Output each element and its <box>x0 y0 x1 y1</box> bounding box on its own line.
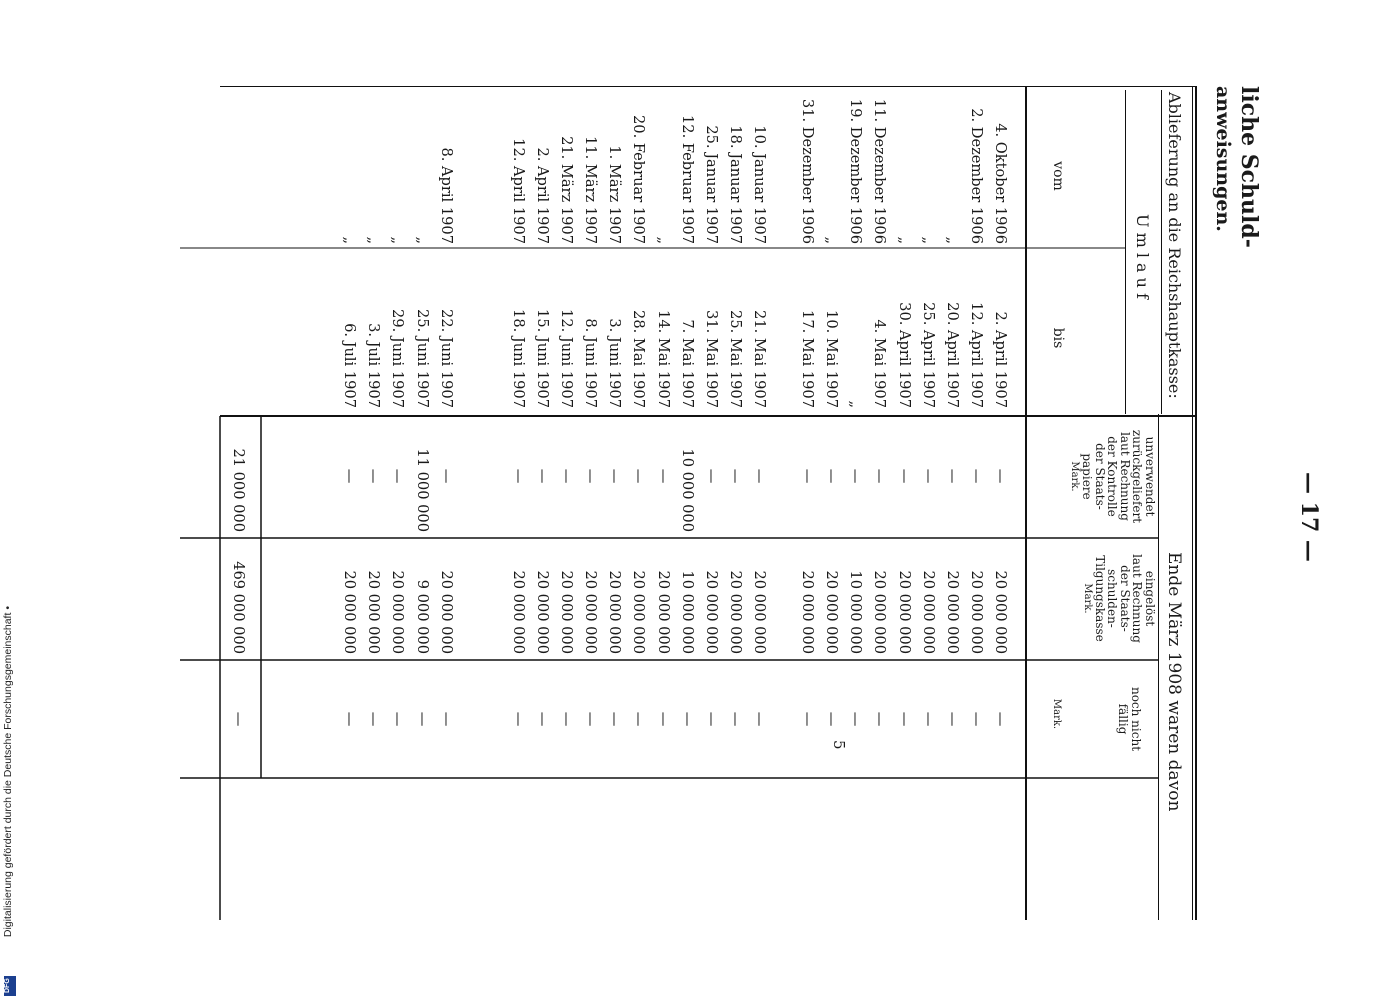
cell-vom: „ <box>919 236 937 244</box>
sheet-number: 5 <box>830 740 848 750</box>
cell-unverwendet: — <box>895 468 913 484</box>
cell-nicht-faellig: — <box>413 711 431 727</box>
header-vom: vom <box>1050 161 1066 191</box>
cell-vom: 31. Dezember 1906 <box>799 98 817 244</box>
header-eingeloest: eingelöst laut Rechnung der Staats- schulden- Tilgungskasse Mark. <box>1082 554 1157 643</box>
cell-nicht-faellig: — <box>389 711 407 727</box>
total-unverwendet: 21 000 000 <box>230 448 247 532</box>
cell-vom: 12. April 1907 <box>510 138 527 244</box>
cell-bis: 14. Mai 1907 <box>654 310 672 408</box>
cell-bis: 15. Juni 1907 <box>534 309 552 408</box>
cell-vom: 11. März 1907 <box>582 136 600 244</box>
cell-bis: 28. Mai 1907 <box>630 310 648 408</box>
cell-nicht-faellig: — <box>726 711 744 727</box>
cell-bis: 29. Juni 1907 <box>389 309 407 408</box>
cell-eingeloest: 20 000 000 <box>992 570 1009 654</box>
cell-vom: „ <box>413 236 431 244</box>
cell-eingeloest: 20 000 000 <box>654 570 672 654</box>
dfg-logo-icon: DFG <box>4 976 16 996</box>
cell-nicht-faellig: — <box>558 711 576 727</box>
cell-eingeloest: 20 000 000 <box>341 570 359 654</box>
cell-nicht-faellig: — <box>606 711 624 727</box>
cell-vom: 11. Dezember 1906 <box>871 98 889 244</box>
cell-unverwendet: 11 000 000 <box>413 448 431 532</box>
cell-bis: 8. Juni 1907 <box>582 318 600 408</box>
cell-eingeloest: 20 000 000 <box>510 570 527 654</box>
cell-eingeloest: 20 000 000 <box>365 570 383 654</box>
cell-unverwendet: — <box>751 468 768 484</box>
cell-vom: 20. Februar 1907 <box>630 115 648 244</box>
header-nicht-faellig: noch nicht fällig <box>1116 686 1143 752</box>
cell-unverwendet: — <box>606 468 624 484</box>
cell-nicht-faellig: — <box>437 711 455 727</box>
cell-vom: 25. Januar 1907 <box>702 125 720 244</box>
cell-unverwendet: — <box>726 468 744 484</box>
cell-eingeloest: 20 000 000 <box>437 570 455 654</box>
cell-eingeloest: 20 000 000 <box>871 570 889 654</box>
cell-nicht-faellig: — <box>799 711 817 727</box>
cell-unverwendet: — <box>967 468 985 484</box>
cell-vom: „ <box>823 236 841 244</box>
cell-vom: 8. April 1907 <box>437 147 455 244</box>
cell-eingeloest: 20 000 000 <box>967 570 985 654</box>
cell-nicht-faellig: — <box>847 711 865 727</box>
cell-bis: 12. April 1907 <box>967 302 985 408</box>
cell-nicht-faellig: — <box>654 711 672 727</box>
cell-nicht-faellig: — <box>751 711 768 727</box>
cell-unverwendet: — <box>847 468 865 484</box>
cell-vom: „ <box>895 236 913 244</box>
cell-eingeloest: 20 000 000 <box>558 570 576 654</box>
cell-eingeloest: 10 000 000 <box>678 570 696 654</box>
header-bis: bis <box>1050 327 1066 349</box>
cell-nicht-faellig: — <box>630 711 648 727</box>
cell-unverwendet: — <box>558 468 576 484</box>
cell-nicht-faellig: — <box>341 711 359 727</box>
cell-eingeloest: 20 000 000 <box>799 570 817 654</box>
cell-nicht-faellig: — <box>823 711 841 727</box>
cell-bis: 21. Mai 1907 <box>751 310 768 408</box>
cell-bis: 25. April 1907 <box>919 302 937 408</box>
cell-unverwendet: — <box>943 468 961 484</box>
cell-unverwendet: — <box>823 468 841 484</box>
cell-bis: 20. April 1907 <box>943 302 961 408</box>
cell-vom: 12. Februar 1907 <box>678 115 696 244</box>
cell-vom: 2. Dezember 1906 <box>967 108 985 244</box>
cell-bis: 30. April 1907 <box>895 302 913 408</box>
cell-vom: 2. April 1907 <box>534 147 552 244</box>
cell-unverwendet: — <box>871 468 889 484</box>
cell-unverwendet: — <box>341 468 359 484</box>
cell-bis: „ <box>847 400 865 408</box>
cell-eingeloest: 20 000 000 <box>751 570 768 654</box>
cell-eingeloest: 20 000 000 <box>726 570 744 654</box>
cell-bis: 4. Mai 1907 <box>871 319 889 408</box>
cell-unverwendet: — <box>534 468 552 484</box>
page-number: — 17 — <box>1296 472 1322 562</box>
cell-eingeloest: 20 000 000 <box>606 570 624 654</box>
header-ende: Ende März 1908 waren davon <box>1164 552 1184 812</box>
cell-bis: 2. April 1907 <box>992 311 1009 408</box>
cell-nicht-faellig: — <box>702 711 720 727</box>
cell-nicht-faellig: — <box>365 711 383 727</box>
cell-unverwendet: — <box>510 468 527 484</box>
cell-nicht-faellig: — <box>582 711 600 727</box>
cell-unverwendet: — <box>919 468 937 484</box>
cell-vom: „ <box>654 236 672 244</box>
cell-eingeloest: 20 000 000 <box>823 570 841 654</box>
dfg-credit-text: Digitalisierung gefördert durch die Deutsche Forschungsgemeinschaft • <box>2 606 14 938</box>
cell-unverwendet: — <box>582 468 600 484</box>
cell-unverwendet: — <box>654 468 672 484</box>
rotated-table-page <box>180 86 1262 920</box>
cell-unverwendet: — <box>389 468 407 484</box>
header-nicht-faellig-unit: Mark. <box>1051 698 1062 730</box>
cell-bis: 3. Juni 1907 <box>606 318 624 408</box>
total-eingeloest: 469 000 000 <box>230 561 247 654</box>
cell-unverwendet: — <box>702 468 720 484</box>
cell-vom: 10. Januar 1907 <box>751 125 768 244</box>
cell-vom: 18. Januar 1907 <box>726 125 744 244</box>
cell-unverwendet: — <box>437 468 455 484</box>
cell-eingeloest: 20 000 000 <box>534 570 552 654</box>
cell-nicht-faellig: — <box>943 711 961 727</box>
cell-bis: 18. Juni 1907 <box>510 309 527 408</box>
cell-bis: 3. Juli 1907 <box>365 323 383 408</box>
page-title-line1: liche Schuld- <box>1236 86 1262 248</box>
cell-nicht-faellig: — <box>992 711 1009 727</box>
cell-nicht-faellig: — <box>895 711 913 727</box>
cell-eingeloest: 20 000 000 <box>919 570 937 654</box>
cell-unverwendet: — <box>630 468 648 484</box>
cell-bis: 31. Mai 1907 <box>702 310 720 408</box>
header-umlauf: U m l a u f <box>1133 214 1152 299</box>
cell-eingeloest: 20 000 000 <box>630 570 648 654</box>
cell-nicht-faellig: — <box>510 711 527 727</box>
cell-vom: 1. März 1907 <box>606 145 624 244</box>
cell-nicht-faellig: — <box>967 711 985 727</box>
cell-vom: „ <box>389 236 407 244</box>
header-ablieferung: Ablieferung an die Reichshauptkasse: <box>1165 92 1184 399</box>
cell-vom: „ <box>341 236 359 244</box>
cell-vom: 21. März 1907 <box>558 136 576 244</box>
cell-unverwendet: — <box>799 468 817 484</box>
header-unverwendet: unverwendet zurückgeliefert laut Rechnung der Kontrolle der Staats- papiere Mark. <box>1069 429 1157 524</box>
cell-eingeloest: 20 000 000 <box>943 570 961 654</box>
cell-eingeloest: 20 000 000 <box>702 570 720 654</box>
cell-unverwendet: — <box>992 468 1009 484</box>
cell-nicht-faellig: — <box>678 711 696 727</box>
cell-bis: 12. Juni 1907 <box>558 309 576 408</box>
cell-eingeloest: 9 000 000 <box>413 579 431 654</box>
cell-nicht-faellig: — <box>871 711 889 727</box>
page-title-line2: anweisungen. <box>1212 86 1234 232</box>
cell-eingeloest: 20 000 000 <box>389 570 407 654</box>
cell-unverwendet: — <box>365 468 383 484</box>
cell-bis: 22. Juni 1907 <box>437 309 455 408</box>
cell-vom: 4. Oktober 1906 <box>992 123 1009 244</box>
cell-eingeloest: 20 000 000 <box>582 570 600 654</box>
cell-eingeloest: 10 000 000 <box>847 570 865 654</box>
cell-vom: „ <box>943 236 961 244</box>
total-nicht-faellig: — <box>230 711 247 727</box>
cell-vom: 19. Dezember 1906 <box>847 98 865 244</box>
cell-bis: 17. Mai 1907 <box>799 310 817 408</box>
cell-bis: 6. Juli 1907 <box>341 323 359 408</box>
cell-unverwendet: 10 000 000 <box>678 448 696 532</box>
cell-nicht-faellig: — <box>919 711 937 727</box>
cell-bis: 10. Mai 1907 <box>823 310 841 408</box>
cell-bis: 25. Mai 1907 <box>726 310 744 408</box>
cell-eingeloest: 20 000 000 <box>895 570 913 654</box>
cell-bis: 25. Juni 1907 <box>413 309 431 408</box>
cell-vom: „ <box>365 236 383 244</box>
dfg-credit <box>2 606 18 996</box>
cell-nicht-faellig: — <box>534 711 552 727</box>
cell-bis: 7. Mai 1907 <box>678 319 696 408</box>
